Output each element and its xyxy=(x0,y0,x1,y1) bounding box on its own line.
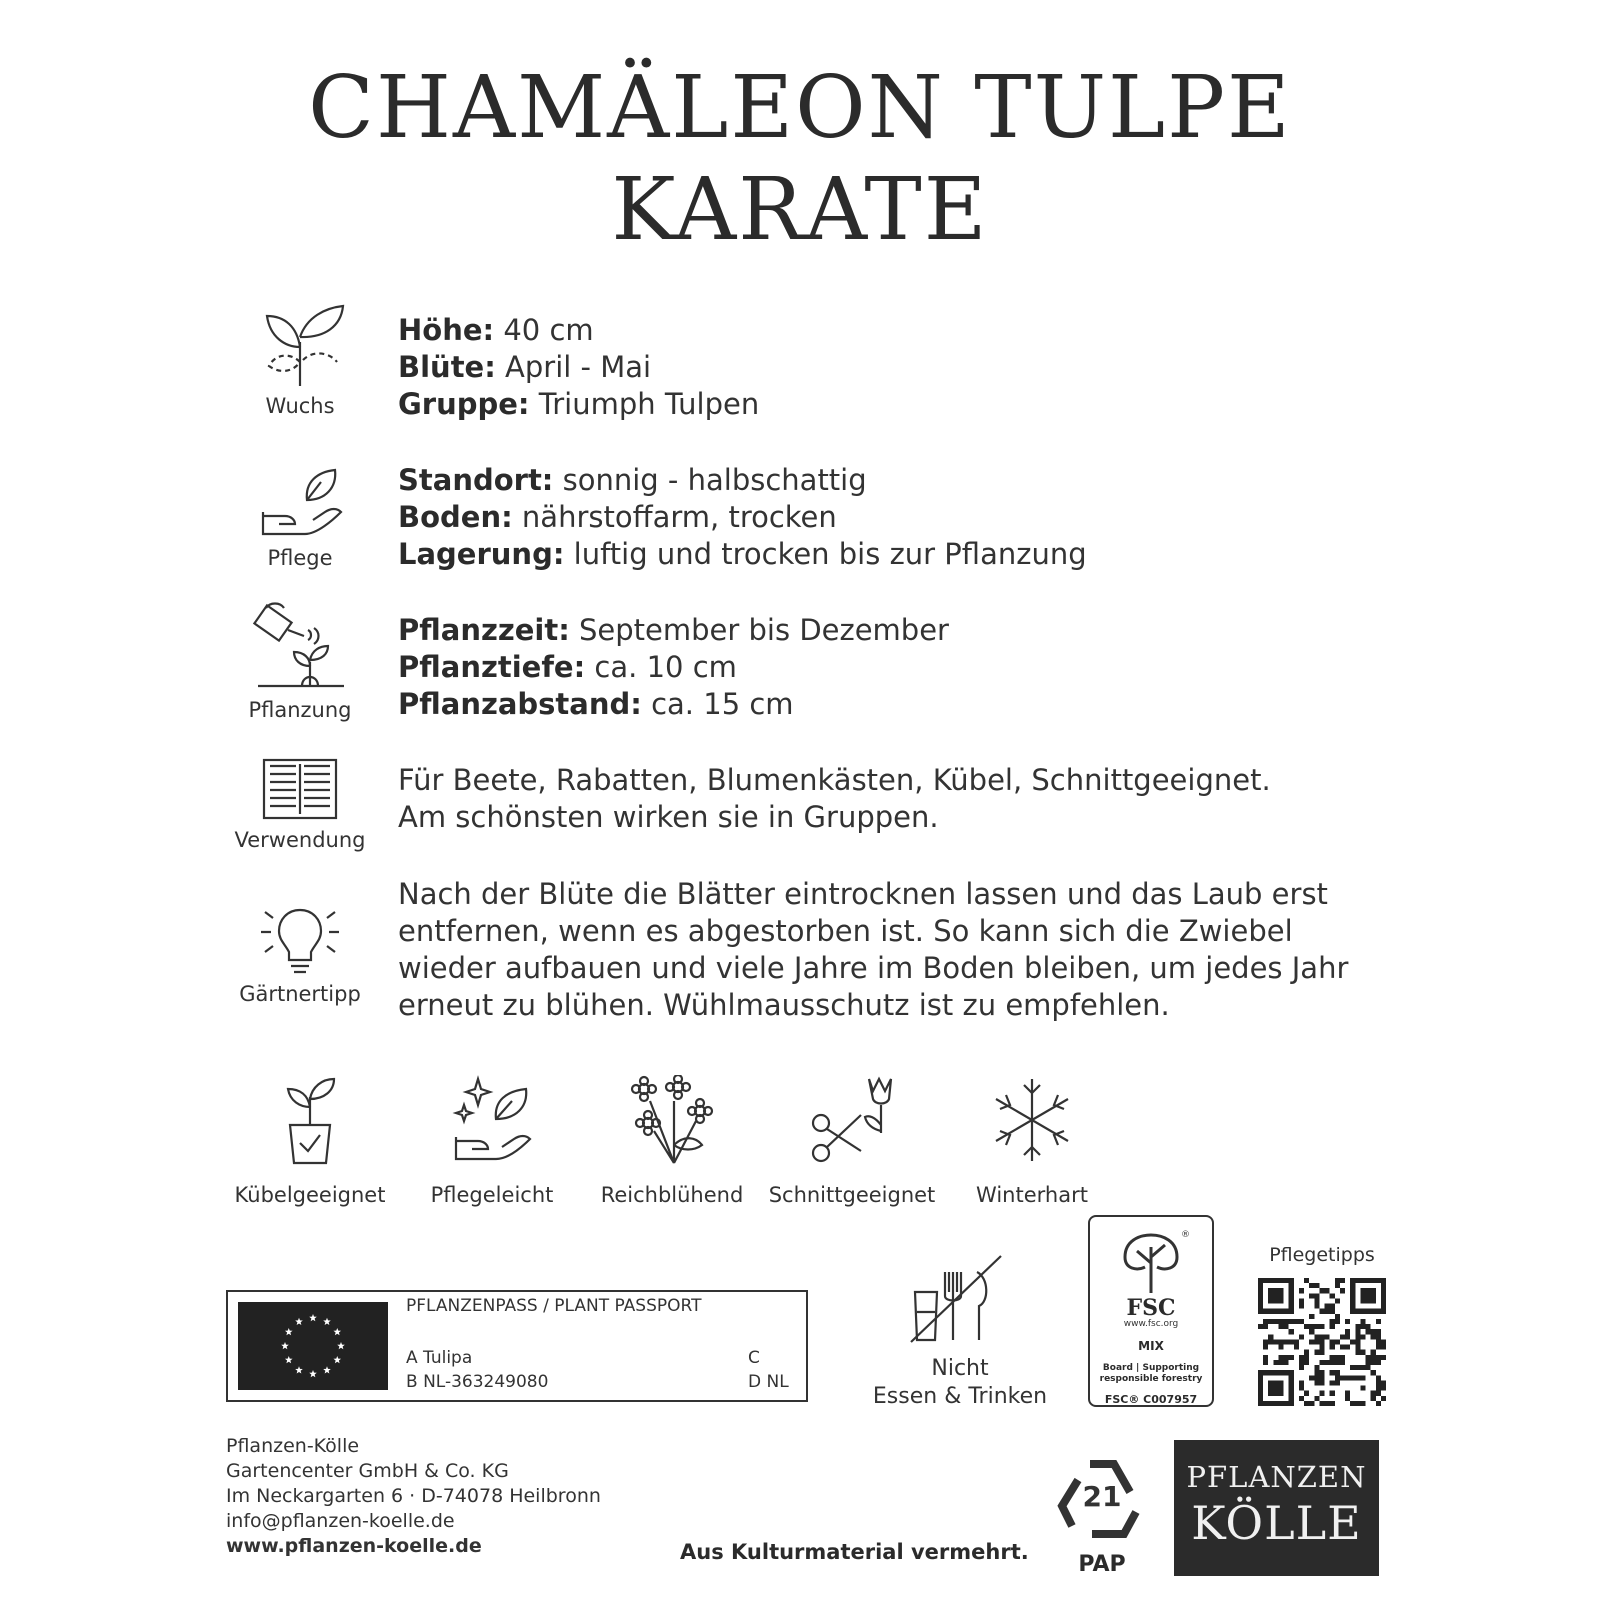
eu-star xyxy=(333,1328,341,1335)
section-label: Wuchs xyxy=(265,394,335,418)
property-kuebelgeeignet xyxy=(220,1075,400,1207)
wuchs-block xyxy=(230,302,370,418)
pflege-block xyxy=(230,468,370,570)
qr-code[interactable] xyxy=(1258,1278,1386,1406)
scissors-tulip-icon xyxy=(807,1075,897,1165)
potted-plant-icon xyxy=(280,1075,340,1165)
gaertnertipp-info xyxy=(398,876,1348,1024)
section-label: Gärtnertipp xyxy=(239,982,361,1006)
info-line-pflanzabstand: Pflanzabstand: ca. 15 cm xyxy=(398,687,794,721)
fsc-mix: MIX xyxy=(1138,1339,1164,1353)
info-line: wieder aufbauen und viele Jahre im Boden bleiben, um jedes Jahr xyxy=(398,951,1349,985)
section-label: Pflanzung xyxy=(248,698,352,722)
property-pflegeleicht xyxy=(402,1075,582,1207)
property-winterhart xyxy=(942,1075,1122,1207)
fsc-code: FSC® C007957 xyxy=(1104,1393,1198,1406)
eu-star xyxy=(337,1342,345,1349)
info-line: Nach der Blüte die Blätter eintrocknen lassen und das Laub erst xyxy=(398,877,1328,911)
eu-star xyxy=(309,1314,317,1321)
website-link[interactable]: www.pflanzen-koelle.de xyxy=(226,1535,482,1557)
info-line-gruppe: Gruppe: Triumph Tulpen xyxy=(398,387,760,421)
warning-line1: Nicht xyxy=(931,1356,989,1381)
eu-star xyxy=(333,1356,341,1363)
watering-can-icon xyxy=(252,600,348,692)
fsc-label xyxy=(1088,1215,1214,1407)
no-eating-drinking-icon xyxy=(905,1252,1005,1348)
passport-b: B NL-363249080 xyxy=(406,1372,549,1392)
info-line-standort: Standort: sonnig - halbschattig xyxy=(398,463,867,497)
snowflake-icon xyxy=(992,1075,1072,1165)
property-label: Schnittgeeignet xyxy=(768,1183,936,1207)
property-label: Pflegeleicht xyxy=(430,1183,554,1207)
property-label: Reichblühend xyxy=(600,1183,744,1207)
info-line-boden: Boden: nährstoffarm, trocken xyxy=(398,500,837,534)
info-line-bluete: Blüte: April - Mai xyxy=(398,350,652,384)
passport-d: D NL xyxy=(748,1372,789,1392)
eu-star xyxy=(323,1366,331,1373)
eu-star xyxy=(323,1318,331,1325)
logo-line1: PFLANZEN xyxy=(1186,1460,1367,1494)
eu-star xyxy=(295,1318,303,1325)
eu-star xyxy=(281,1342,289,1349)
info-line-lagerung: Lagerung: luftig und trocken bis zur Pflanzung xyxy=(398,537,1087,571)
section-label: Verwendung xyxy=(234,828,366,852)
property-label: Winterhart xyxy=(976,1183,1088,1207)
fsc-board-line2: responsible forestry xyxy=(1099,1374,1203,1384)
eu-star xyxy=(285,1356,293,1363)
light-bulb-icon xyxy=(255,904,345,976)
fsc-tree-icon xyxy=(1111,1227,1191,1297)
eu-star xyxy=(309,1370,317,1377)
pflanzung-block xyxy=(230,600,370,722)
wuchs-info xyxy=(398,312,759,423)
section-label: Pflege xyxy=(267,546,333,570)
passport-a: A Tulipa xyxy=(406,1348,473,1368)
info-line-pflanzzeit: Pflanzzeit: September bis Dezember xyxy=(398,613,949,647)
recycle-code: PAP xyxy=(1078,1552,1126,1577)
info-line: erneut zu blühen. Wühlmausschutz ist zu empfehlen. xyxy=(398,988,1170,1022)
svg-text:®: ® xyxy=(1181,1230,1190,1240)
qr-label: Pflegetipps xyxy=(1269,1244,1375,1266)
product-title-line1: CHAMÄLEON TULPE xyxy=(308,58,1292,158)
hand-leaf-icon xyxy=(255,468,345,540)
pflege-info xyxy=(398,462,1087,573)
flower-bouquet-icon xyxy=(630,1075,714,1165)
logo-line2: KÖLLE xyxy=(1191,1496,1362,1550)
address-line: Gartencenter GmbH & Co. KG xyxy=(226,1460,509,1482)
info-line: Am schönsten wirken sie in Gruppen. xyxy=(398,800,939,834)
kulturmaterial-note: Aus Kulturmaterial vermehrt. xyxy=(680,1540,1029,1564)
eu-flag-icon xyxy=(238,1302,388,1390)
passport-c: C xyxy=(748,1348,760,1368)
pflanzen-koelle-logo xyxy=(1174,1440,1379,1576)
address-email[interactable]: info@pflanzen-koelle.de xyxy=(226,1510,455,1532)
fsc-name: FSC xyxy=(1126,1295,1176,1321)
company-address xyxy=(226,1434,601,1559)
passport-header: PFLANZENPASS / PLANT PASSPORT xyxy=(406,1296,702,1316)
eu-star xyxy=(295,1366,303,1373)
recycle-number: 21 xyxy=(1082,1480,1122,1513)
no-eating-warning xyxy=(860,1355,1060,1411)
verwendung-info xyxy=(398,762,1271,836)
address-line: Im Neckargarten 6 · D-74078 Heilbronn xyxy=(226,1485,601,1507)
verwendung-block xyxy=(230,756,370,852)
fsc-url: www.fsc.org xyxy=(1123,1319,1179,1329)
property-schnittgeeignet xyxy=(762,1075,942,1207)
info-line-hoehe: Höhe: 40 cm xyxy=(398,313,594,347)
eu-stars-icon xyxy=(238,1302,388,1390)
warning-line2: Essen & Trinken xyxy=(872,1384,1048,1409)
eu-star xyxy=(285,1328,293,1335)
info-line-pflanztiefe: Pflanztiefe: ca. 10 cm xyxy=(398,650,737,684)
info-line: entfernen, wenn es abgestorben ist. So kann sich die Zwiebel xyxy=(398,914,1293,948)
info-line: Für Beete, Rabatten, Blumenkästen, Kübel, Schnittgeeignet. xyxy=(398,763,1271,797)
hand-sparkle-leaf-icon xyxy=(452,1075,532,1165)
pflanzung-info xyxy=(398,612,949,723)
address-line: Pflanzen-Kölle xyxy=(226,1435,360,1457)
plant-growth-icon xyxy=(255,302,345,388)
product-title-line2: KARATE xyxy=(611,160,989,260)
open-book-icon xyxy=(260,756,340,822)
property-label: Kübelgeeignet xyxy=(234,1183,386,1207)
plant-passport xyxy=(226,1290,808,1402)
property-reichbluehend xyxy=(582,1075,762,1207)
fsc-board-line1: Board | Supporting xyxy=(1102,1363,1200,1373)
recycle-icon xyxy=(1052,1450,1152,1550)
gaertnertipp-block xyxy=(230,904,370,1006)
